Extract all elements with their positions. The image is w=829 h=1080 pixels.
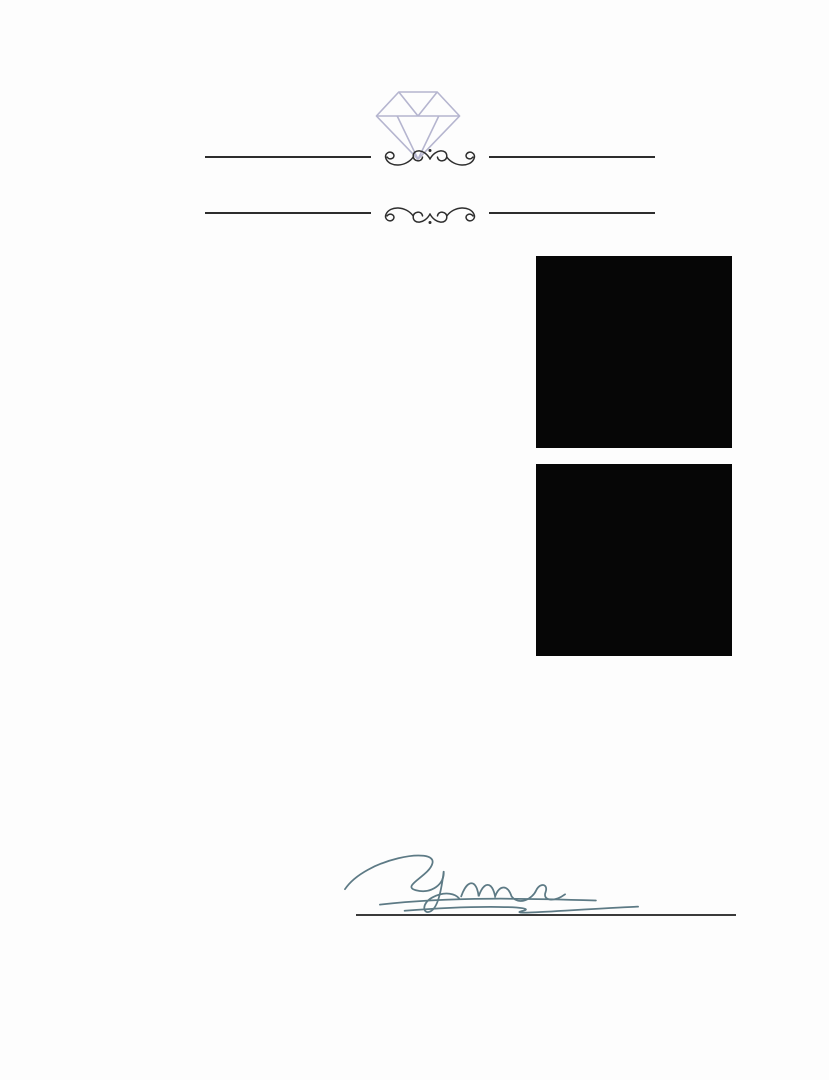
ring-photo-angled-view [536, 464, 732, 656]
scroll-ornament-bottom-icon [368, 201, 492, 229]
header-rule-top-right [489, 156, 655, 158]
header-rule-top-left [205, 156, 371, 158]
scroll-ornament-top-icon [368, 144, 492, 172]
ring-photo-top-view [536, 256, 732, 448]
header-rule-bottom-right [489, 212, 655, 214]
signature-line [356, 914, 736, 916]
signature-icon [336, 846, 646, 918]
header-rule-bottom-left [205, 212, 371, 214]
